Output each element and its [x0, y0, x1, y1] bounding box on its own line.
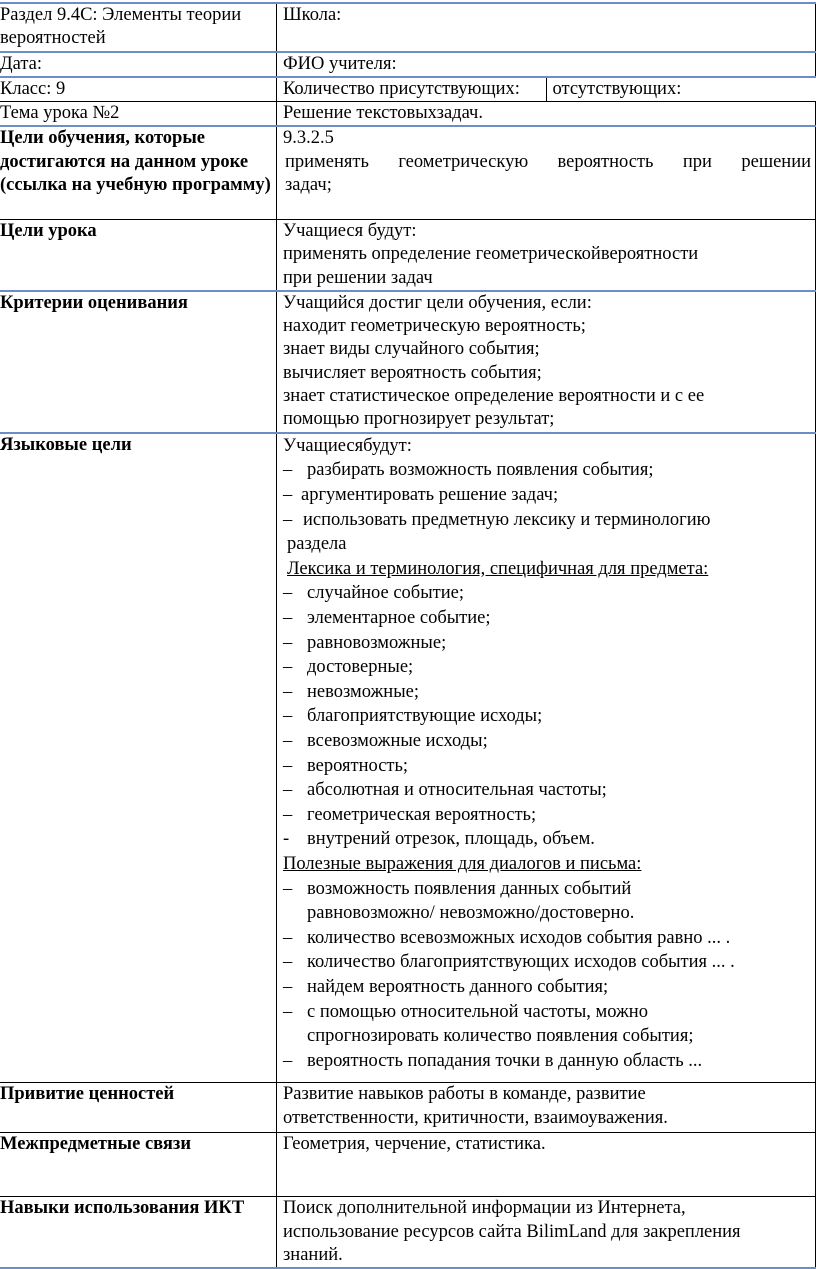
lesson-goals-label: Цели урока: [0, 219, 277, 290]
phrase-item: – возможность появления данных событий: [283, 878, 632, 899]
phrases-title: Полезные выражения для диалогов и письма:: [283, 853, 642, 874]
vocab-item: – достоверные;: [283, 657, 414, 678]
vocab-item: – вероятность;: [283, 755, 409, 776]
lesson-goals-line: Учащиеся будут:: [283, 220, 417, 241]
learning-goals-code: 9.3.2.5: [283, 128, 334, 149]
ict-line: знаний.: [283, 1244, 343, 1265]
phrase-item: – с помощью относительной частоты, можно: [283, 1001, 648, 1022]
ict-label: Навыки использования ИКТ: [0, 1197, 277, 1268]
ict-content: [277, 1197, 816, 1268]
lesson-plan-table: [0, 2, 816, 1269]
language-intro: Учащиесябудут:: [283, 435, 412, 456]
vocab-item: – невозможные;: [283, 681, 419, 702]
vocab-title: Лексика и терминология, специфичная для предмета:: [287, 558, 709, 579]
vocab-item: - внутрений отрезок, площадь, объем.: [283, 829, 595, 850]
vocab-item: – абсолютная и относительная частоты;: [283, 780, 607, 801]
phrase-item: – количество благоприятствующих исходов события ... .: [283, 952, 735, 973]
school-cell: Школа:: [277, 3, 816, 52]
vocab-item: – геометрическая вероятность;: [283, 804, 537, 825]
values-label: Привитие ценностей: [0, 1083, 277, 1133]
class-cell: Класс: 9: [0, 77, 277, 102]
phrase-item: – количество всевозможных исходов события равно ... .: [283, 927, 731, 948]
cross-content: Геометрия, черчение, статистика.: [277, 1133, 816, 1197]
language-goals-label: Языковые цели: [0, 433, 277, 1083]
language-goal: – аргументировать решение задач;: [283, 485, 559, 506]
criteria-label: Критерии оценивания: [0, 291, 277, 433]
language-goal: – разбирать возможность появления события;: [283, 460, 654, 481]
phrase-item: – найдем вероятность данного события;: [283, 976, 609, 997]
criteria-line: знает статистическое определение вероятности и с ее: [283, 386, 705, 407]
values-line: ответственности, критичности, взаимоуважения.: [283, 1107, 668, 1128]
values-line: Развитие навыков работы в команде, развитие: [283, 1084, 646, 1105]
ict-line: использование ресурсов сайта BilimLand для закрепления: [283, 1221, 741, 1242]
cross-label: Межпредметные связи: [0, 1133, 277, 1197]
criteria-line: знает виды случайного события;: [283, 339, 540, 360]
vocab-item: – благоприятствующие исходы;: [283, 706, 543, 727]
lesson-goals-line: применять определение геометрическойвероятности: [283, 244, 699, 265]
phrase-item: – вероятность попадания точки в данную область ...: [283, 1050, 703, 1071]
vocab-item: – элементарное событие;: [283, 608, 491, 629]
language-goals-content: [277, 433, 816, 1083]
criteria-content: [277, 291, 816, 433]
learning-goals-content: [277, 126, 816, 219]
vocab-item: – равновозможные;: [283, 632, 447, 653]
criteria-line: Учащийся достиг цели обучения, если:: [283, 292, 592, 313]
criteria-line: вычисляет вероятность события;: [283, 362, 542, 383]
learning-goals-label: Цели обучения, которые достигаются на данном уроке (ссылка на учебную программу): [0, 126, 277, 219]
language-goal-cont: раздела: [287, 534, 347, 555]
date-cell: Дата:: [0, 52, 277, 77]
lesson-goals-content: [277, 219, 816, 290]
vocab-item: – случайное событие;: [283, 583, 464, 604]
language-goal: – использовать предметную лексику и терминологию: [283, 509, 711, 530]
vocab-item: – всевозможные исходы;: [283, 731, 488, 751]
lesson-goals-line: при решении задач: [283, 267, 433, 288]
teacher-cell: ФИО учителя:: [277, 52, 816, 77]
present-cell: Количество присутствующих:: [277, 77, 547, 102]
section-cell: Раздел 9.4С: Элементы теории вероятностей: [0, 3, 277, 52]
phrase-item-cont: равновозможно/ невозможно/достоверно.: [307, 903, 635, 924]
topic-cell: Решение текстовыхзадач.: [277, 102, 816, 127]
ict-line: Поиск дополнительной информации из Интернета,: [283, 1198, 686, 1219]
absent-cell: отсутствующих:: [546, 77, 816, 102]
values-content: [277, 1083, 816, 1133]
criteria-line: находит геометрическую вероятность;: [283, 316, 586, 337]
phrase-item-cont: спрогнозировать количество появления события;: [307, 1026, 694, 1047]
topic-label-cell: Тема урока №2: [0, 102, 277, 127]
criteria-line: помощью прогнозирует результат;: [283, 409, 555, 430]
learning-goals-text: применять геометрическую вероятность при решении задач;: [285, 151, 811, 196]
